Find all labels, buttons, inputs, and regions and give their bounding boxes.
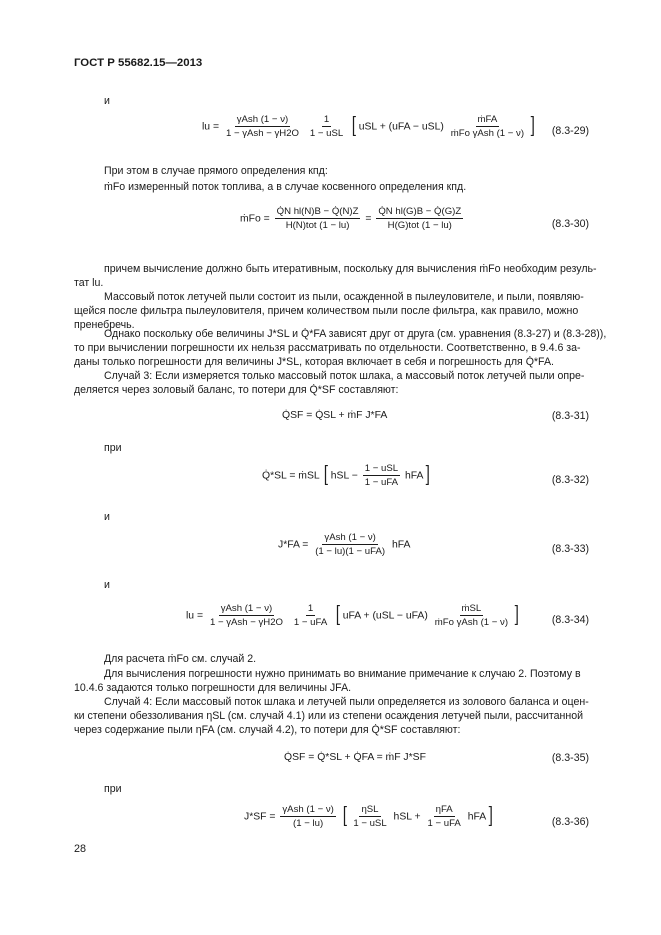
eq-mid: hSL + <box>393 811 421 823</box>
paragraph-fuel-flow: ṁFo измеренный поток топлива, а в случае косвенного определения кпд. <box>104 181 467 193</box>
fraction-denominator: (1 − lu) <box>293 818 324 829</box>
bracket-term-post: hFA <box>404 470 424 482</box>
paragraph-case-4-cont: ки степени обеззоливания ηSL (см. случай 4.1) или из степени осаждения летучей пыли, рассчитанной <box>74 710 584 722</box>
conjunction-pri: при <box>104 783 122 795</box>
equation-number: (8.3-33) <box>551 543 589 555</box>
equals-sign: = <box>365 213 372 225</box>
eq-body: Q̇SF = Q̇*SL + Q̇FA = ṁF J*SF <box>284 752 426 763</box>
fraction-numerator: 1 <box>307 603 314 614</box>
equation-number: (8.3-32) <box>551 474 589 486</box>
equation-number: (8.3-29) <box>551 125 589 137</box>
fraction-denominator: H(N)tot (1 − lu) <box>285 220 350 231</box>
conjunction-and: и <box>104 95 110 107</box>
fraction-numerator: γAsh (1 − ν) <box>220 603 273 614</box>
eq-post: hFA <box>391 539 411 551</box>
equation-8-3-34: lu = $\frac{\text{γAsh (1 − ν)}}{\text{1 − γAsh − γH2O}}$ $\frac{1}{\text{1 − uFA}}$ [ uFA + (uSL − uFA) $\frac{\text{ṁSL}}{\text{ṁFo γAsh (1 − ν)}}$ ] (8.3-34) <box>186 602 589 628</box>
fraction-denominator: 1 − uSL <box>353 818 387 829</box>
fraction-numerator: 1 <box>323 114 330 125</box>
paragraph-however-end: даны только погрешности для величины J*SL, которая включает в себя и погрешность для Q̇*FA. <box>74 356 554 368</box>
fraction-denominator: ṁFo γAsh (1 − ν) <box>450 128 525 139</box>
paragraph-error: Для вычисления погрешности нужно принимать во внимание примечание к случаю 2. Поэтому в <box>104 668 581 680</box>
equation-8-3-29: lu = $\frac{\text{γAsh (1 − ν)}}{\text{1 − γAsh − γH2O}}$ $\frac{1}{\text{1 − uSL}}$ [ uSL + (uFA − uSL) $\frac{\text{ṁFA}}{\text{ṁFo γAsh (1 − ν)}}$ ] (8.3-29) <box>202 113 589 139</box>
paragraph-calc: Для расчета ṁFo см. случай 2. <box>104 653 257 665</box>
fraction-denominator: 1 − uFA <box>293 617 328 628</box>
paragraph-however: Однако поскольку обе величины J*SL и Q̇*FA зависят друг от друга (см. уравнения (8.3-27) и (8.3-28)), <box>104 328 607 340</box>
paragraph-case-3: Случай 3: Если измеряется только массовый поток шлака, а массовый поток летучей пыли опре- <box>104 370 585 382</box>
bracket-term: uSL + (uFA − uSL) <box>358 121 444 133</box>
paragraph-case-4: Случай 4: Если массовый поток шлака и летучей пыли определяется из золового баланса и оцен- <box>104 696 589 708</box>
paragraph-case-3-cont: деляется через золовый баланс, то потери для Q̇*SF составляют: <box>74 384 399 396</box>
paragraph-iterative: причем вычисление должно быть итеративным, поскольку для вычисления ṁFo необходим резуль- <box>104 263 597 275</box>
eq-lhs: lu = <box>186 610 204 622</box>
equation-8-3-32: Q̇*SL = ṁSL [ hSL − $\frac{\text{1 − uSL}}{\text{1 − uFA}}$ hFA] (8.3-32) <box>262 462 589 488</box>
fraction-numerator: γAsh (1 − ν) <box>282 804 334 815</box>
eq-lhs: J*FA = <box>278 539 309 551</box>
fraction-denominator: 1 − γAsh − γH2O <box>225 128 299 139</box>
paragraph-iterative-cont: тат lu. <box>74 277 104 289</box>
fraction-numerator: ηFA <box>435 804 453 815</box>
equation-number: (8.3-30) <box>551 218 589 230</box>
eq-body: Q̇SF = Q̇SL + ṁF J*FA <box>282 410 388 421</box>
paragraph-case-4-end: через содержание пыли ηFA (см. случай 4.2), то потери для Q̇*SF составляют: <box>74 724 461 736</box>
conjunction-pri: при <box>104 442 122 454</box>
fraction-numerator: γAsh (1 − ν) <box>236 114 289 125</box>
fraction-denominator: 1 − uFA <box>364 477 399 488</box>
paragraph-mass-flow-cont: щейся после фильтра пылеуловителя, причем количеством пыли после фильтра, как правило, можно <box>74 305 579 317</box>
fraction-numerator: Q̇N hl(G)B − Q̇(G)Z <box>378 206 462 217</box>
fraction-numerator: ṁFA <box>477 114 498 125</box>
eq-lhs: ṁFo = <box>240 213 270 225</box>
equation-8-3-33 <box>0 532 661 564</box>
equation-8-3-31 <box>0 410 661 430</box>
conjunction-and: и <box>104 579 110 591</box>
fraction-numerator: ṁSL <box>461 603 482 614</box>
fraction-denominator: 1 − γAsh − γH2O <box>209 617 283 628</box>
fraction-denominator: 1 − uSL <box>309 128 344 139</box>
equation-number: (8.3-31) <box>551 410 589 422</box>
fraction-numerator: ηSL <box>361 804 379 815</box>
paragraph-direct: При этом в случае прямого определения кпд: <box>104 165 328 177</box>
paragraph-mass-flow: Массовый поток летучей пыли состоит из пыли, осажденной в пылеуловителе, и пыли, появляю- <box>104 291 584 303</box>
eq-lhs: J*SF = <box>244 811 276 823</box>
equation-8-3-36: J*SF = $\frac{\text{γAsh (1 − ν)}}{(1 - lu)}$ [ $\frac{\text{ηSL}}{\text{1 − uSL}}$ hSL + $\frac{\text{ηFA}}{\text{1 − uFA}}$ hFA] (8.3-36) <box>244 803 589 829</box>
fraction-numerator: 1 − uSL <box>364 463 399 474</box>
paragraph-error-cont: 10.4.6 задаются только погрешности для величины JFA. <box>74 682 352 694</box>
paragraph-however-cont: то при вычислении погрешности их нельзя рассматривать по отдельности. Соответственно, в 9.4.6 за- <box>74 342 581 354</box>
bracket-term: uFA + (uSL − uFA) <box>342 610 428 622</box>
paragraph-mass-flow-end: пренебречь. <box>74 319 135 331</box>
equation-number: (8.3-34) <box>551 614 589 626</box>
equation-number: (8.3-35) <box>551 752 589 764</box>
fraction-denominator: (1 − lu)(1 − uFA) <box>315 546 386 557</box>
equation-number: (8.3-36) <box>551 816 589 828</box>
fraction-numerator: Q̇N hl(N)B − Q̇(N)Z <box>276 206 359 217</box>
eq-lhs: lu = <box>202 121 220 133</box>
equation-8-3-35 <box>0 752 661 772</box>
fraction-denominator: H(G)tot (1 − lu) <box>387 220 452 231</box>
page-number: 28 <box>74 843 87 855</box>
fraction-denominator: ṁFo γAsh (1 − ν) <box>434 617 509 628</box>
conjunction-and: и <box>104 511 110 523</box>
eq-post: hFA <box>467 811 487 823</box>
fraction-denominator: 1 − uFA <box>427 818 461 829</box>
document-header: ГОСТ Р 55682.15—2013 <box>74 57 203 69</box>
fraction-numerator: γAsh (1 − ν) <box>324 532 376 543</box>
eq-lhs: Q̇*SL = ṁSL <box>262 470 320 482</box>
equation-8-3-30 <box>0 206 661 242</box>
bracket-term: hSL − <box>330 470 358 482</box>
